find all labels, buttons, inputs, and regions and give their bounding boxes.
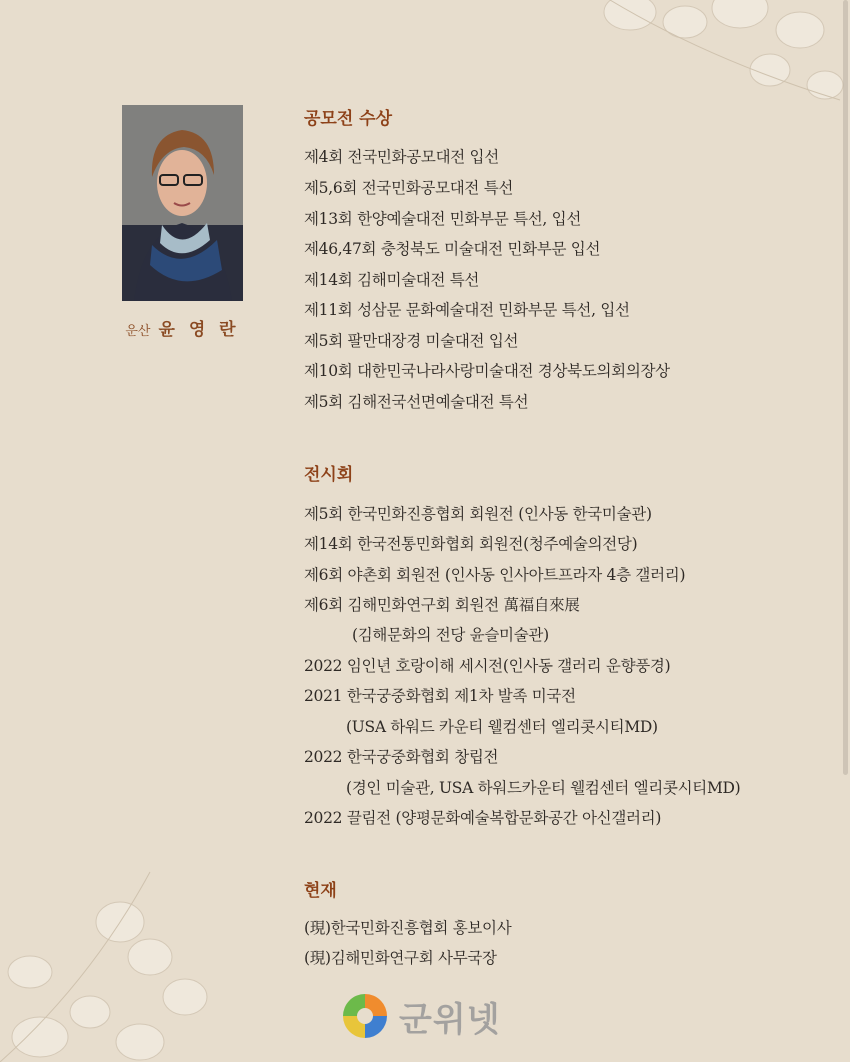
list-item: 제6회 김해민화연구회 회원전 萬福自來展 xyxy=(304,596,580,614)
section-title-exhibitions: 전시회 xyxy=(304,465,354,485)
list-item: 제11회 성삼문 문화예술대전 민화부문 특선, 입선 xyxy=(304,301,630,319)
list-item: (김해문화의 전당 윤슬미술관) xyxy=(352,626,549,644)
list-item: 제5회 한국민화진흥협회 회원전 (인사동 한국미술관) xyxy=(304,505,652,523)
list-item: (現)김해민화연구회 사무국장 xyxy=(304,949,497,967)
list-item: 제10회 대한민국나라사랑미술대전 경상북도의회의장상 xyxy=(304,362,670,380)
list-item: 2022 끌림전 (양평문화예술복합문화공간 아신갤러리) xyxy=(304,809,662,827)
list-item: 2022 임인년 호랑이해 세시전(인사동 갤러리 운향풍경) xyxy=(304,657,671,675)
list-item: (경인 미술관, USA 하워드카운티 웰컴센터 엘리콧시티MD) xyxy=(346,779,741,797)
watermark-logo xyxy=(337,990,501,1042)
list-item: 2021 한국궁중화협회 제1차 발족 미국전 xyxy=(304,687,576,705)
logo-icon xyxy=(337,988,393,1044)
list-item: 제5회 팔만대장경 미술대전 입선 xyxy=(304,332,519,350)
list-item: (現)한국민화진흥협회 홍보이사 xyxy=(304,919,512,937)
profile-caption xyxy=(122,315,243,340)
section-title-current: 현재 xyxy=(304,881,337,901)
botanical-decoration-bottom xyxy=(0,862,230,1062)
list-item: 제14회 김해미술대전 특선 xyxy=(304,271,480,289)
list-item: 2022 한국궁중화협회 창립전 xyxy=(304,748,499,766)
watermark-text: 군위넷 xyxy=(399,999,501,1040)
pen-name: 운산 xyxy=(125,324,151,339)
list-item: 제6회 야촌회 회원전 (인사동 인사아트프라자 4층 갤러리) xyxy=(304,566,686,584)
section-title-awards: 공모전 수상 xyxy=(304,109,393,129)
profile-card xyxy=(122,105,243,340)
list-item: 제14회 한국전통민화협회 회원전(청주예술의전당) xyxy=(304,535,638,553)
scrollbar[interactable] xyxy=(843,0,848,775)
list-item: 제5,6회 전국민화공모대전 특선 xyxy=(304,179,514,197)
list-item: 제13회 한양예술대전 민화부문 특선, 입선 xyxy=(304,210,582,228)
list-item: 제5회 김해전국선면예술대전 특선 xyxy=(304,393,529,411)
list-item: 제46,47회 충청북도 미술대전 민화부문 입선 xyxy=(304,240,601,258)
artist-name: 윤 영 란 xyxy=(158,320,240,340)
list-item: (USA 하워드 카운티 웰컴센터 엘리콧시티MD) xyxy=(346,718,658,736)
profile-photo xyxy=(122,105,243,301)
list-item: 제4회 전국민화공모대전 입선 xyxy=(304,148,499,166)
botanical-decoration-top xyxy=(590,0,850,110)
